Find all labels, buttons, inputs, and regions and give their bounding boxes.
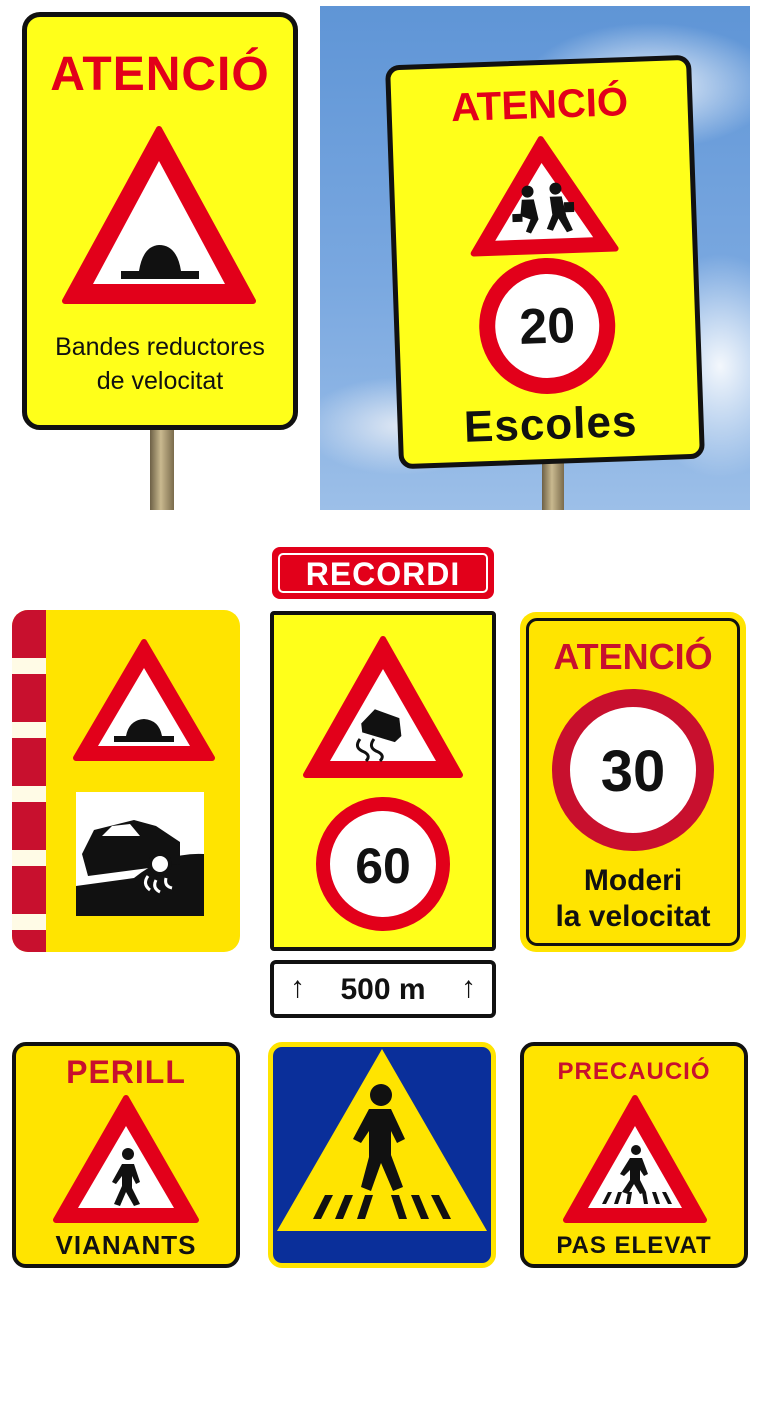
distance-value: 500 m [340,973,426,1006]
sign-pedestrian-crossing [268,1042,496,1268]
sign-caption-line2: la velocitat [555,900,711,933]
sign-caption: Escoles [463,396,639,452]
sign-caption: PAS ELEVAT [556,1232,712,1259]
crossing-triangle [273,1047,491,1263]
warning-triangle [300,633,466,781]
banner-text: RECORDI [305,556,461,592]
sign-caption-line1: Moderi [583,864,683,897]
sign-pedestrians [12,1042,240,1268]
distance-arrow-right: ↑ [461,971,476,1004]
sign-header: ATENCIÓ [553,636,713,677]
car-on-bump-icon [76,792,204,916]
sign-bump-plate [12,610,240,952]
sign-caption: VIANANTS [55,1230,197,1260]
sign-moderate-speed [520,612,746,952]
warning-triangle [52,1092,200,1226]
warning-triangle [562,1092,708,1226]
sign-caption-line1: Bandes reductores [55,333,265,361]
speed-limit-value: 60 [355,838,411,894]
sign-header: ATENCIÓ [50,48,270,101]
sign-speed-bumps [22,12,298,430]
sign-schools [385,55,705,469]
sign-slippery-road [270,611,496,951]
sign-raised-crossing [520,1042,748,1268]
warning-triangle [466,130,620,259]
sign-distance-plate [270,960,496,1018]
distance-arrow-left: ↑ [290,971,305,1004]
sign-header: ATENCIÓ [450,80,629,131]
warning-triangle [59,121,259,311]
sign-caption-line2: de velocitat [96,367,224,395]
sign-header: PRECAUCIÓ [557,1058,711,1085]
speed-limit-value: 30 [600,739,666,804]
sign-header: PERILL [66,1054,186,1090]
sign-recordi-banner [272,547,494,599]
red-white-edge-stripe [12,610,46,952]
warning-triangle [72,636,216,764]
speed-limit-value: 20 [518,297,577,355]
sign-pole [150,428,174,510]
sky-photo [320,6,750,510]
